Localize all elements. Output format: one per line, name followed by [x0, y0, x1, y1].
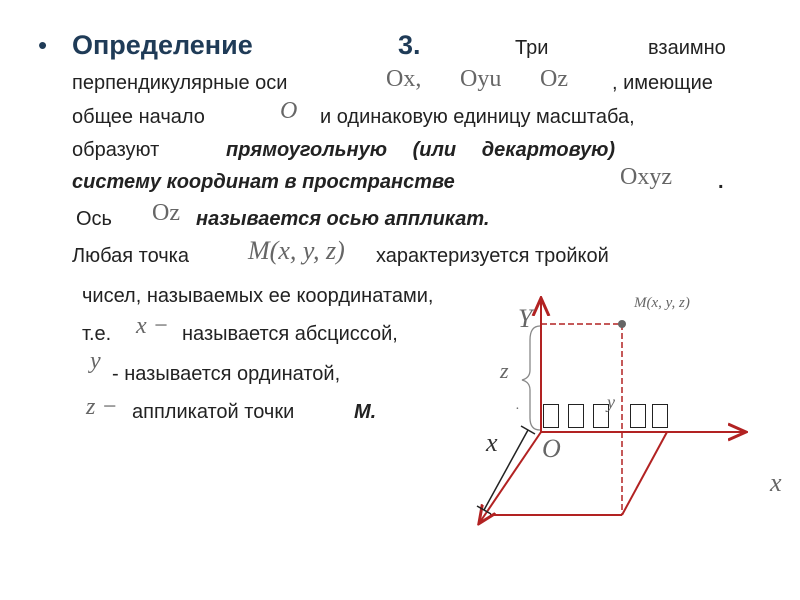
- line2-suffix: , имеющие: [612, 72, 713, 94]
- line3-suffix: и одинаковую единицу масштаба,: [320, 106, 635, 128]
- line7-prefix: Любая точка: [72, 245, 189, 267]
- axis-ox: Ox,: [386, 66, 422, 92]
- point-m-marker: [618, 320, 626, 328]
- origin-o: O: [280, 98, 298, 124]
- line9-suffix: называется абсциссой,: [182, 323, 398, 345]
- small-dot-label: .: [516, 398, 520, 413]
- bullet-marker: •: [38, 30, 48, 60]
- line6-prefix: Ось: [76, 208, 112, 230]
- line6-axis: Oz: [152, 200, 180, 226]
- line6-bold: называется осью аппликат.: [196, 208, 490, 230]
- three-word: Три: [515, 37, 549, 59]
- diagram-point-label: M(x, y, z): [634, 295, 690, 311]
- axis-x-label: x: [486, 428, 498, 457]
- broken-y-label: y: [607, 392, 615, 412]
- missing-glyph-box: [543, 404, 559, 428]
- line5-bold: систему координат в пространстве: [72, 171, 455, 193]
- line11-m: M.: [354, 401, 377, 423]
- line4-bold: прямоугольную (или декартовую): [226, 139, 616, 161]
- axis-y-label: Y: [518, 304, 533, 333]
- line2-prefix: перпендикулярные оси: [72, 72, 288, 94]
- line8: чисел, называемых ее координатами,: [82, 285, 434, 307]
- var-x: x −: [136, 313, 169, 339]
- system-oxyz: Oxyz: [620, 164, 672, 190]
- line10-suffix: - называется ординатой,: [112, 363, 341, 385]
- definition-number: 3.: [398, 30, 421, 60]
- origin-label: O: [542, 434, 561, 463]
- line4-prefix: образуют: [72, 139, 160, 161]
- mutually-word: взаимно: [648, 37, 726, 59]
- missing-glyph-box: [630, 404, 646, 428]
- line9-prefix: т.е.: [82, 323, 112, 345]
- missing-glyph-box: [652, 404, 668, 428]
- base-right-line: [622, 432, 667, 515]
- z-brace: [522, 326, 540, 430]
- line7-suffix: характеризуется тройкой: [376, 245, 609, 267]
- axis-oz: Oz: [540, 66, 568, 92]
- line3-prefix: общее начало: [72, 106, 205, 128]
- point-m-formula: M(x, y, z): [248, 236, 345, 265]
- missing-glyph-box: [568, 404, 584, 428]
- definition-word: Определение: [72, 30, 253, 60]
- line5-dot: .: [718, 171, 724, 193]
- var-z: z −: [86, 394, 118, 420]
- axis-z-label: z: [500, 358, 509, 383]
- axis-x-right-label: x: [770, 468, 782, 497]
- axis-oyu: Oyu: [460, 66, 502, 92]
- line11-prefix: аппликатой точки: [132, 401, 295, 423]
- var-y: y: [90, 348, 101, 374]
